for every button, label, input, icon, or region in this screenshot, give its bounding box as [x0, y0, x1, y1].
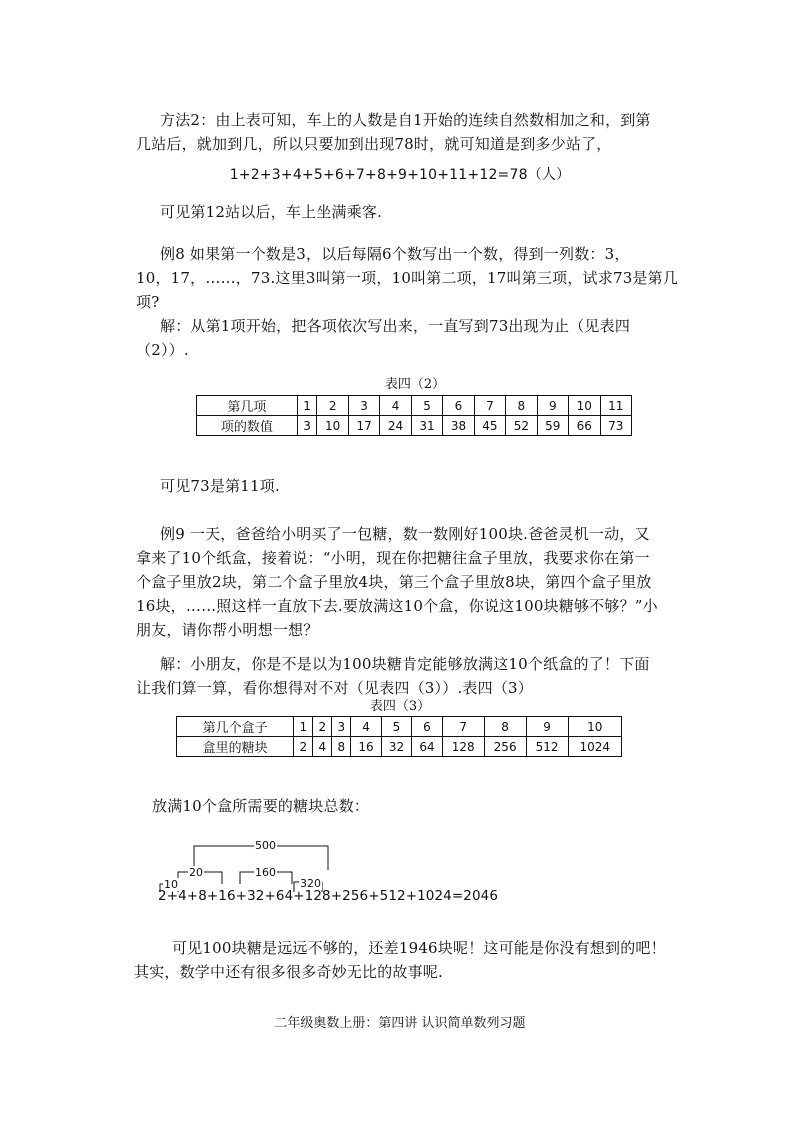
table-cell: 6 [443, 396, 474, 416]
table-cell: 73 [600, 416, 632, 436]
table-cell: 9 [537, 396, 568, 416]
example9-line4: 16块，……照这样一直放下去.要放满这10个盒，你说这100块糖够不够？”小 [136, 597, 658, 615]
table-cell: 11 [600, 396, 632, 416]
table2-row1-label: 第几项 [197, 396, 298, 416]
table-cell: 6 [412, 717, 442, 737]
table-cell: 7 [442, 717, 484, 737]
example8-line1: 例8 如果第一个数是3，以后每隔6个数写出一个数，得到一列数：3， [160, 245, 630, 263]
table-cell: 8 [332, 737, 351, 757]
conclusion-line2: 其实，数学中还有很多很多奇妙无比的故事呢. [134, 963, 443, 981]
bracket-label-320: 320 [300, 877, 321, 890]
table-cell: 64 [412, 737, 442, 757]
table-cell: 5 [411, 396, 442, 416]
conclusion-line1: 可见100块糖是远远不够的，还差1946块呢！这可能是你没有想到的吧！ [172, 939, 666, 957]
formula-sum-78: 1+2+3+4+5+6+7+8+9+10+11+12=78（人） [229, 167, 571, 183]
table-cell: 9 [526, 717, 568, 737]
table-cell: 32 [381, 737, 411, 757]
table-cell: 1 [294, 717, 313, 737]
table-cell: 1 [297, 396, 317, 416]
total-candies-heading: 放满10个盒所需要的糖块总数： [152, 797, 370, 815]
table-cell: 2 [294, 737, 313, 757]
table3-row1-label: 第几个盒子 [177, 717, 294, 737]
table-cell: 7 [474, 396, 505, 416]
solution8-line1: 解：从第1项开始，把各项依次写出来，一直写到73出现为止（见表四 [160, 317, 631, 335]
table-cell: 8 [506, 396, 537, 416]
example8-line3: 项? [136, 293, 160, 311]
table-cell: 4 [313, 737, 332, 757]
table-cell: 3 [297, 416, 317, 436]
solution9-line1: 解：小朋友，你是不是以为100块糖肯定能够放满这10个纸盒的了！下面 [160, 655, 650, 673]
table-cell: 3 [332, 717, 351, 737]
table-cell: 52 [506, 416, 537, 436]
bracket-label-20: 20 [189, 866, 203, 879]
table3-caption: 表四（3） [369, 699, 431, 714]
table-cell: 8 [484, 717, 526, 737]
example9-line1: 例9 一天，爸爸给小明买了一包糖，数一数刚好100块.爸爸灵机一动，又 [160, 525, 650, 543]
table-cell: 38 [443, 416, 474, 436]
example8-line2: 10，17，……，73.这里3叫第一项，10叫第二项，17叫第三项，试求73是第几 [136, 269, 679, 287]
table-cell: 10 [568, 717, 621, 737]
sum-equation-2046: 2+4+8+16+32+64+128+256+512+1024=2046 [158, 888, 499, 904]
table-cell: 31 [411, 416, 442, 436]
table-cell: 2 [317, 396, 348, 416]
table3-row2-label: 盒里的糖块 [177, 737, 294, 757]
table-cell: 128 [442, 737, 484, 757]
table-cell: 59 [537, 416, 568, 436]
table-cell: 1024 [568, 737, 621, 757]
table-cell: 66 [569, 416, 600, 436]
table-cell: 2 [313, 717, 332, 737]
bracket-label-10: 10 [164, 878, 178, 891]
table-cell: 10 [317, 416, 348, 436]
table-cell: 5 [381, 717, 411, 737]
page-footer: 二年级奥数上册：第四讲 认识简单数列习题 [274, 1016, 526, 1031]
table-cell: 4 [351, 717, 381, 737]
conclusion-term-11: 可见73是第11项. [160, 477, 280, 495]
bracket-label-500: 500 [255, 839, 276, 852]
table-cell: 256 [484, 737, 526, 757]
example9-line5: 朋友，请你帮小明想一想？ [136, 621, 319, 639]
bracket-label-160: 160 [255, 866, 276, 879]
method2-line1: 方法2：由上表可知，车上的人数是自1开始的连续自然数相加之和，到第 [160, 111, 651, 129]
solution9-line2: 让我们算一算，看你想得对不对（见表四（3））.表四（3） [136, 679, 533, 697]
table2-caption: 表四（2） [384, 377, 446, 392]
table-cell: 4 [380, 396, 411, 416]
method2-line2: 几站后，就加到几，所以只要加到出现78时，就可知道是到多少站了， [136, 135, 612, 153]
table2-row2-label: 项的数值 [197, 416, 298, 436]
conclusion-station-12: 可见第12站以后，车上坐满乘客. [160, 203, 383, 221]
example9-line3: 个盒子里放2块，第二个盒子里放4块，第三个盒子里放8块，第四个盒子里放 [136, 573, 652, 591]
solution8-line2: （2））. [136, 341, 189, 359]
table-cell: 17 [348, 416, 379, 436]
table-cell: 24 [380, 416, 411, 436]
table-cell: 3 [348, 396, 379, 416]
table-cell: 45 [474, 416, 505, 436]
example9-line2: 拿来了10个纸盒，接着说：“小明，现在你把糖往盒子里放，我要求你在第一 [136, 549, 650, 567]
table-cell: 10 [569, 396, 600, 416]
table-cell: 512 [526, 737, 568, 757]
table-cell: 16 [351, 737, 381, 757]
